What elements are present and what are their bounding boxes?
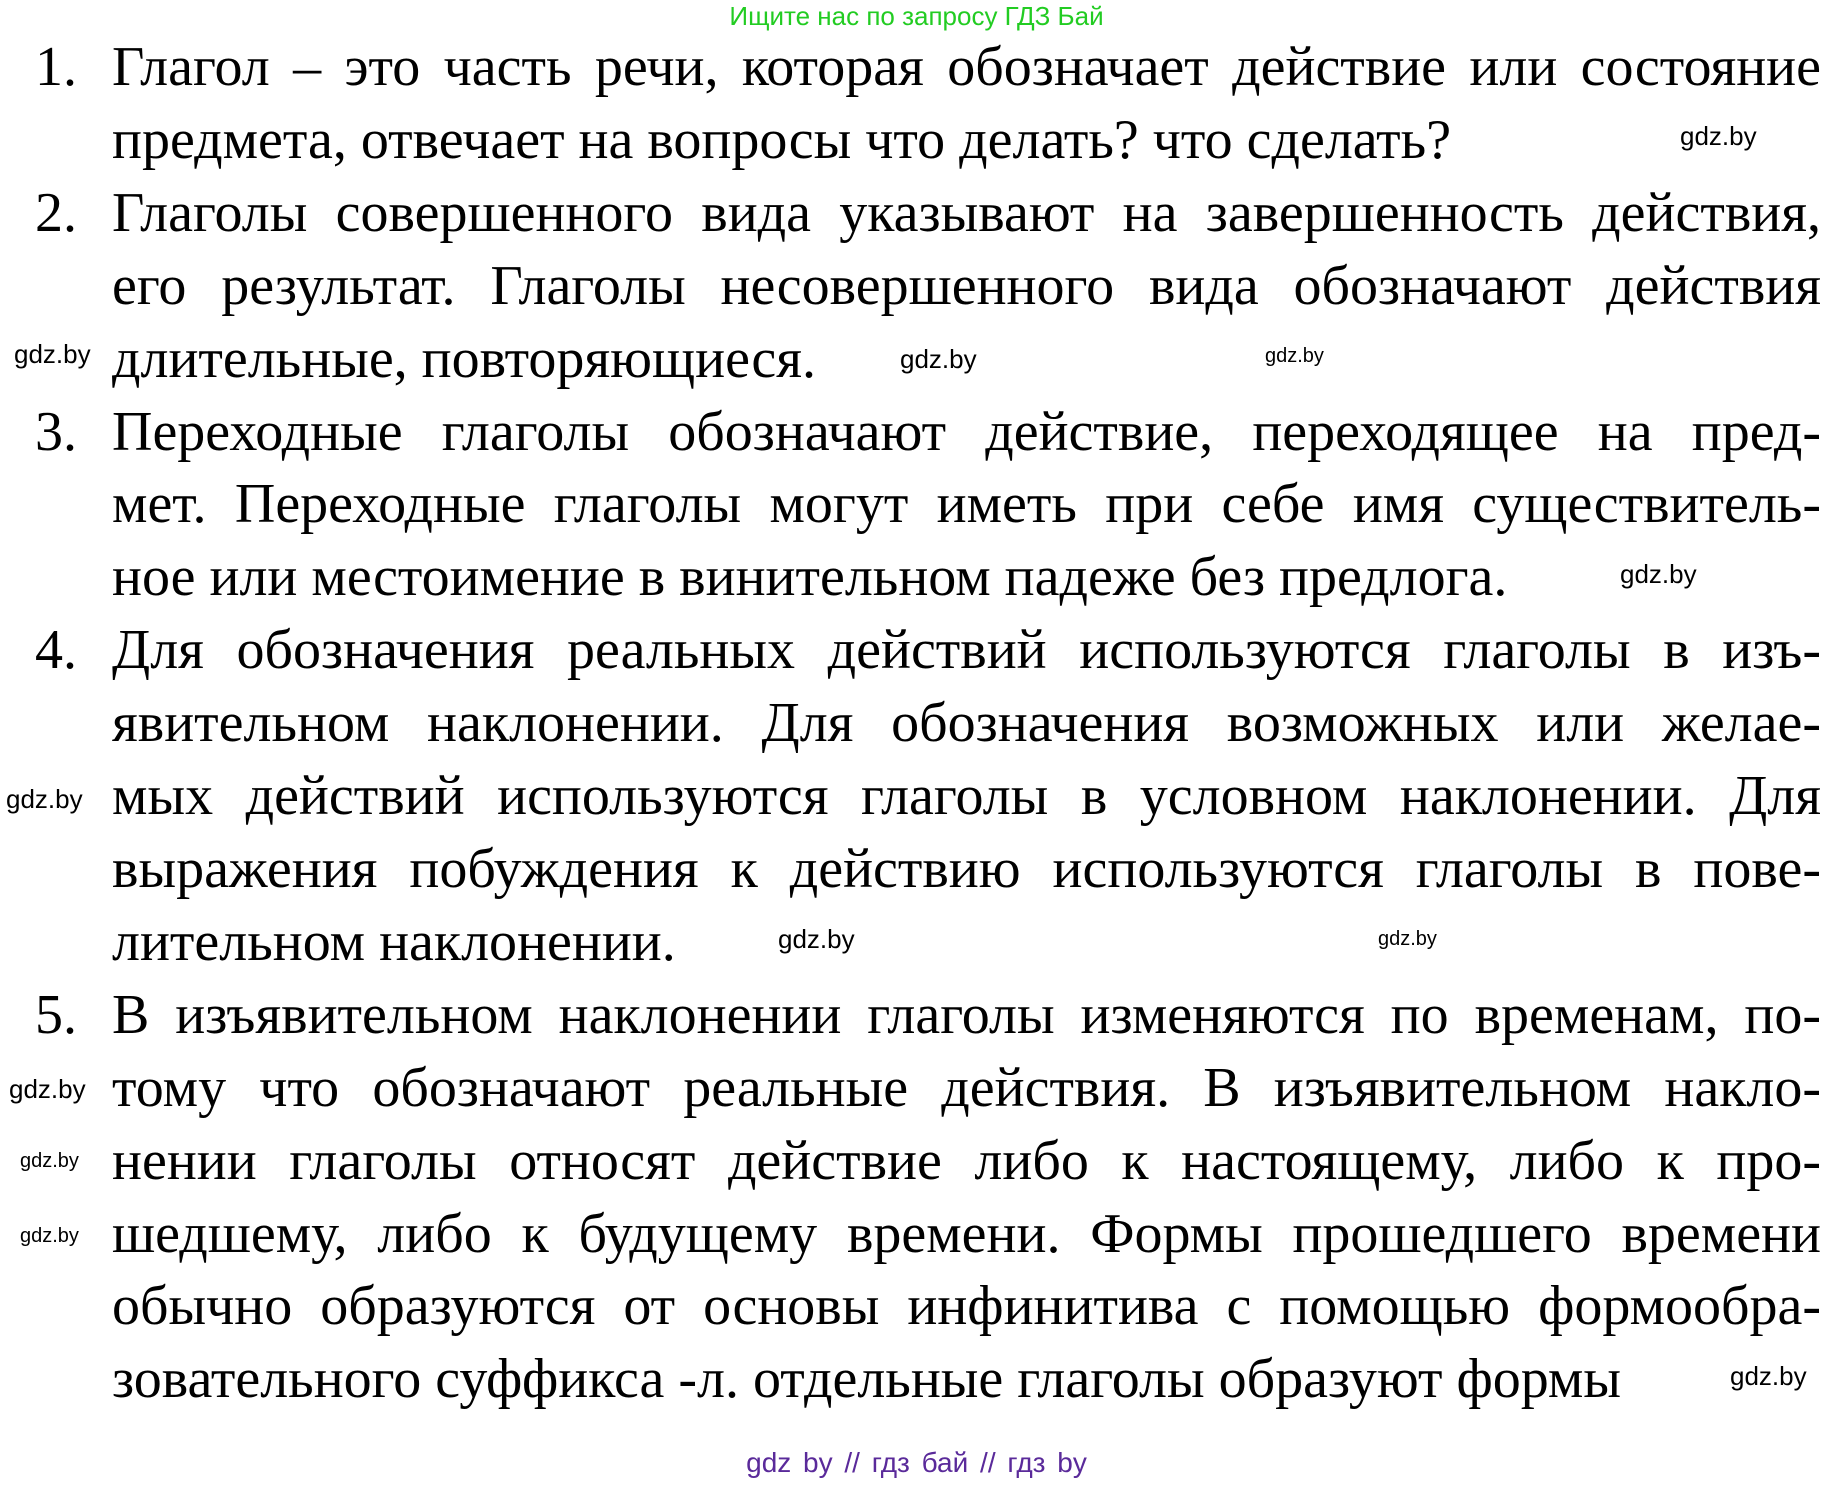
watermark: gdz.by [6,784,83,814]
list-item [0,31,1833,177]
watermark: gdz.by [9,1074,86,1104]
text-line: явительном наклонении. Для обозначения возможных или желае- [112,692,1821,755]
watermark: gdz.by [20,1150,79,1172]
list-item-number: 5. [35,983,77,1046]
text-line: Переходные глаголы обозначают действие, переходящее на пред- [112,400,1821,463]
watermark: gdz.by [1680,121,1757,151]
header-search-hint: Ищите нас по запросу ГДЗ Бай [729,1,1104,31]
watermark: gdz.by [900,344,977,374]
text-line: шедшему, либо к будущему времени. Формы прошедшего времени [112,1202,1821,1265]
text-line: мет. Переходные глаголы могут иметь при себе имя существитель- [112,473,1821,536]
list-item [0,396,1833,615]
text-line: зовательного суффикса -л. отдельные глаголы образуют формы [112,1348,1621,1411]
watermark: gdz.by [20,1225,79,1247]
text-line: лительном наклонении. [112,910,676,973]
text-line: его результат. Глаголы несовершенного вида обозначают действия [112,254,1821,317]
text-line: мых действий используются глаголы в условном наклонении. Для [112,765,1821,828]
text-line: В изъявительном наклонении глаголы изменяются по временам, по- [112,983,1821,1046]
text-line: длительные, повторяющиеся. [112,327,816,390]
list-item [0,614,1833,979]
list-item-number: 4. [35,619,77,682]
text-line: выражения побуждения к действию используются глаголы в пове- [112,837,1821,900]
watermark: gdz.by [1730,1361,1807,1391]
text-line: Для обозначения реальных действий используются глаголы в изъ- [112,619,1821,682]
text-line: ное или местоимение в винительном падеже без предлога. [112,546,1508,609]
text-line: Глаголы совершенного вида указывают на завершенность действия, [112,181,1821,244]
text-line: тому что обозначают реальные действия. В изъявительном накло- [112,1056,1821,1119]
text-line: обычно образуются от основы инфинитива с помощью формообра- [112,1275,1821,1338]
watermark: gdz.by [1265,345,1324,367]
watermark: gdz.by [1378,928,1437,950]
footer-links: gdz by // гдз бай // гдз by [746,1447,1087,1478]
text-line: предмета, отвечает на вопросы что делать? что сделать? [112,108,1452,171]
list-item [0,979,1833,1416]
document-body [0,31,1833,1416]
list-item-number: 3. [35,400,77,463]
watermark: gdz.by [14,339,91,369]
list-item-number: 1. [35,36,77,98]
watermark: gdz.by [778,924,855,954]
text-line: Глагол – это часть речи, которая обозначает действие или состояние [112,36,1821,98]
list-item-number: 2. [35,181,77,244]
text-line: нении глаголы относят действие либо к настоящему, либо к про- [112,1129,1821,1192]
watermark: gdz.by [1620,559,1697,589]
